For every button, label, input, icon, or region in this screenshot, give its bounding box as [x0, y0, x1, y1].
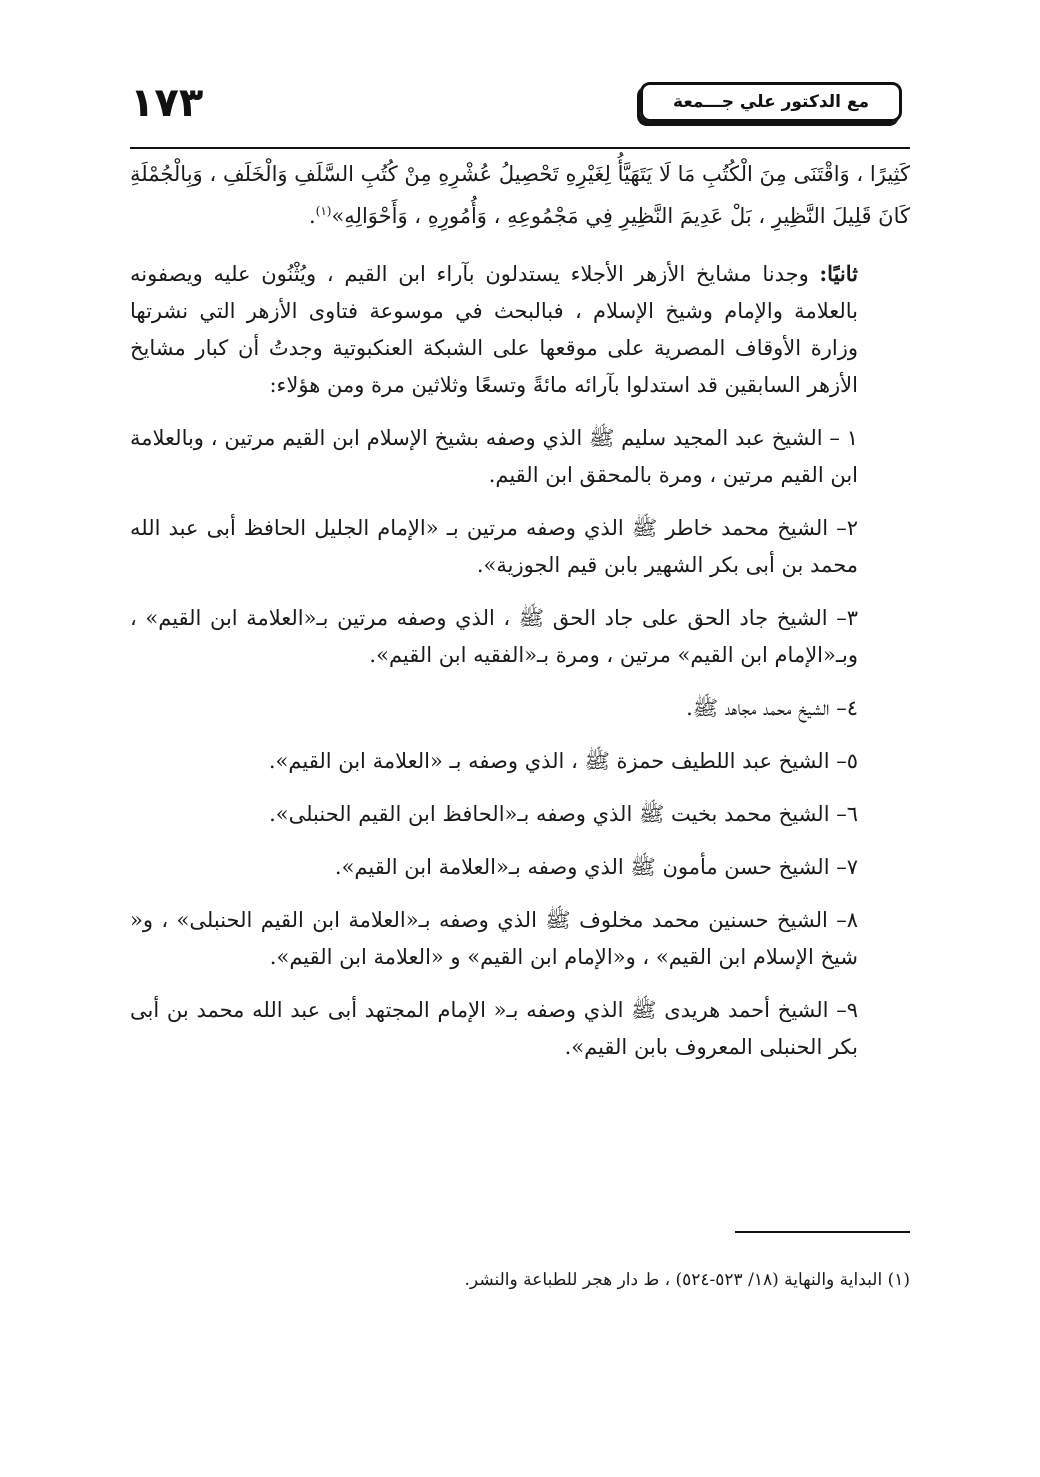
second-paragraph: [130, 255, 910, 404]
body-text: [130, 156, 910, 1082]
running-title: مع الدكتور علي جـــمعة: [673, 92, 869, 112]
quote-line-1: كَثِيرًا ، وَاقْتَنَى مِنَ الْكُتُبِ مَا لَا يَتَهَيَّأُ لِغَيْرِهِ تَحْصِيلُ عُشْرِهِ مِنْ كُتُبِ السَّلَفِ وَالْخَلَفِ ،: [209, 162, 910, 186]
list-item-7: ٧– الشيخ حسن مأمون ﷺ الذي وصفه بـ«العلامة ابن القيم».: [334, 855, 858, 879]
list-item-4: ٤– الشيخ محمد مجاهد ﷺ.: [686, 696, 858, 720]
footnote-rule: [735, 1231, 910, 1233]
running-title-box: [640, 82, 902, 122]
list-item-1: ١ – الشيخ عبد المجيد سليم ﷺ الذي وصفه بشيخ الإسلام ابن القيم مرتين ، وبالعلامة ابن القيم مرتين ، ومرة بالمحقق ابن القيم.: [130, 426, 858, 487]
list-item-9: ٩– الشيخ أحمد هريدى ﷺ الذي وصفه بـ« الإمام المجتهد أبى عبد الله محمد بن أبى بكر الحنبلى المعروف بابن القيم».: [130, 998, 858, 1059]
quote-paragraph: كَثِيرًا ، وَاقْتَنَى مِنَ الْكُتُبِ مَا لَا يَتَهَيَّأُ لِغَيْرِهِ تَحْصِيلُ عُشْرِهِ مِنْ كُتُبِ السَّلَفِ وَالْخَلَفِ ، وَبِالْجُمْلَةِ كَانَ قَلِيلَ النَّظِيرِ ، بَلْ عَدِيمَ النَّظِيرِ فِي مَجْمُوعِهِ ، وَأُمُورِهِ ، وَأَحْوَالِهِ»$^{(١)}$.: [130, 162, 910, 228]
list-item-3: ٣– الشيخ جاد الحق على جاد الحق ﷺ ، الذي وصفه مرتين بـ«العلامة ابن القيم» ، وبـ«الإمام ابن القيم» مرتين ، ومرة بـ«الفقيه ابن القيم».: [130, 606, 858, 667]
list-item-2: ٢– الشيخ محمد خاطر ﷺ الذي وصفه مرتين بـ «الإمام الجليل الحافظ أبى عبد الله محمد بن أبى بكر الشهير بابن قيم الجوزية».: [130, 516, 858, 577]
footnote: (١) البداية والنهاية (١٨/ ٥٢٣-٥٢٤) ، ط دار هجر للطباعة والنشر.: [464, 1270, 910, 1290]
quote-line-2: وَبِالْجُمْلَةِ كَانَ قَلِيلَ النَّظِيرِ ، بَلْ عَدِيمَ النَّظِيرِ فِي مَجْمُوعِهِ ، وَأُمُورِهِ ، وَأَحْوَالِهِ»: [130, 162, 910, 228]
header-rule: [130, 147, 910, 149]
second-text: وجدنا مشايخ الأزهر الأجلاء يستدلون بآراء ابن القيم ، ويُثْنُون عليه ويصفونه بالعلامة والإمام وشيخ الإسلام ، فبالبحث في موسوعة فتاوى الأزهر التي نشرتها وزارة الأوقاف المصرية على موقعها على الشبكة العنكبوتية وجدتُ أن كبار مشايخ الأزهر السابقين قد استدلوا بآرائه مائةً وتسعًا وثلاثين مرة ومن هؤلاء:: [130, 262, 858, 397]
page-number: ١٧٣: [130, 80, 204, 126]
footnote-reference: (١): [315, 204, 332, 218]
list-item-5: ٥– الشيخ عبد اللطيف حمزة ﷺ ، الذي وصفه بـ «العلامة ابن القيم».: [268, 749, 858, 773]
second-label: ثانيًا:: [819, 261, 858, 286]
list-item-6: ٦– الشيخ محمد بخيت ﷺ الذي وصفه بـ«الحافظ ابن القيم الحنبلى».: [269, 802, 858, 826]
list-item-8: ٨– الشيخ حسنين محمد مخلوف ﷺ الذي وصفه بـ«العلامة ابن القيم الحنبلى» ، و« شيخ الإسلام ابن القيم» ، و«الإمام ابن القيم» و «العلامة ابن القيم».: [130, 908, 858, 969]
